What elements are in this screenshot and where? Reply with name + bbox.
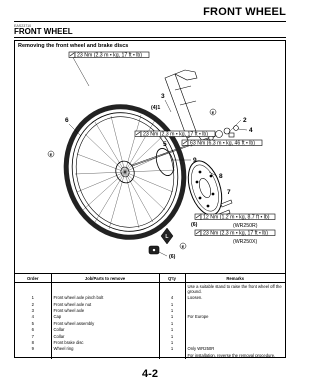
cell-qty: 1 [159,333,185,339]
torque-label-2: 23 Nm (2.3 m • kg, 17 ft • lb) [143,131,209,138]
cell-job: Collar [51,327,159,333]
cell-job: Cap [51,314,159,320]
callout-4-1: (4)1 [151,105,161,111]
title-rule [14,37,286,38]
model-note-wr250r: (WR250R) [233,223,258,229]
table-row [15,352,285,358]
front-wheel-assembly [49,91,200,252]
callout-7: 7 [227,189,231,196]
front-brake-disc [182,157,228,220]
header-order: Order [15,274,51,283]
page-header [14,6,286,22]
cell-remarks: For installation, reverse the removal procedure. [185,352,285,358]
cell-qty [159,283,185,295]
model-note-wr250x: (WR250X) [233,239,258,245]
cell-remarks: For Europe [185,314,285,320]
cell-job: Front brake disc [51,339,159,345]
svg-text:E: E [181,243,185,249]
collar-lower [149,246,159,254]
cell-order: 3 [31,307,34,313]
grease-icon [180,243,186,249]
grease-icon [48,151,54,157]
doc-title: FRONT WHEEL [14,27,73,36]
header-job: Job/Parts to remove [51,274,159,283]
callout-4: 4 [249,127,253,134]
cell-qty: 1 [159,346,185,352]
torque-spec-1 [69,52,149,86]
cell-job: Front wheel axle pinch bolt [51,295,159,301]
cell-order: 5 [31,320,34,326]
torque-spec-4 [195,214,275,229]
header-qty: Q'ty [159,274,185,283]
callout-6a: (6) [191,222,198,228]
callout-2: 2 [243,117,247,124]
torque-spec-5 [195,230,275,245]
torque-label-5: 23 Nm (2.3 m • kg, 17 ft • lb) [203,230,269,237]
parts-table [15,273,285,359]
cell-job [51,352,159,358]
cell-order: 7 [31,333,34,339]
torque-spec-2 [135,131,215,137]
cell-qty: 1 [159,339,185,345]
callout-8: 8 [219,173,223,180]
cell-job: Front wheel assembly [51,320,159,326]
torque-label-1: 23 Nm (2.3 m • kg, 17 ft • lb) [77,52,143,59]
callout-3: 3 [161,93,165,100]
cell-order: 2 [31,301,34,307]
cell-qty: 1 [159,327,185,333]
section-code: EAS23710 [14,24,32,28]
cell-job: Front wheel axle [51,307,159,313]
exploded-wheel-diagram [15,50,285,272]
cell-order: 4 [31,314,34,320]
cell-order: 1 [31,295,34,301]
svg-text:E: E [49,151,53,157]
section-title: FRONT WHEEL [203,6,286,18]
cell-order [15,283,51,295]
cell-job [51,283,159,295]
torque-label-3: 63 Nm (6.3 m • kg, 46 ft • lb) [190,140,256,147]
cell-job: Collar [51,333,159,339]
callout-9: 9 [193,157,197,164]
callout-6b: (6) [169,254,176,260]
cell-qty: 4 [159,295,185,301]
cell-qty [159,352,185,358]
torque-label-4: 12 Nm (1.2 m • kg, 8.7 ft • lb) [203,214,270,221]
cell-job: Wheel ring [51,346,159,352]
svg-text:E: E [211,109,215,115]
cell-order [15,352,51,358]
loctite-icon [161,228,173,244]
cell-job: Front wheel axle nut [51,301,159,307]
cell-order: 8 [31,339,34,345]
callout-5: 5 [163,141,167,148]
cell-order: 6 [31,327,34,333]
box-caption: Removing the front wheel and brake discs [18,43,129,49]
cell-qty: 1 [159,307,185,313]
table-row [15,283,285,295]
torque-spec-3 [182,140,262,146]
callout-6: 6 [65,117,69,124]
cell-qty: 1 [159,314,185,320]
table-header-row [15,274,285,283]
header-remarks: Remarks [185,274,285,283]
cell-remarks: Only WR250R [185,346,285,352]
cell-remarks: Loosen. [185,295,285,301]
procedure-box [14,40,286,358]
page-number: 4-2 [142,368,158,380]
cell-qty: 1 [159,301,185,307]
cell-qty: 1 [159,320,185,326]
grease-icon [210,109,216,115]
svg-text:L: L [165,234,169,240]
cell-order: 9 [31,346,34,352]
cell-remarks: Use a suitable stand to raise the front wheel off the ground. [185,283,285,295]
